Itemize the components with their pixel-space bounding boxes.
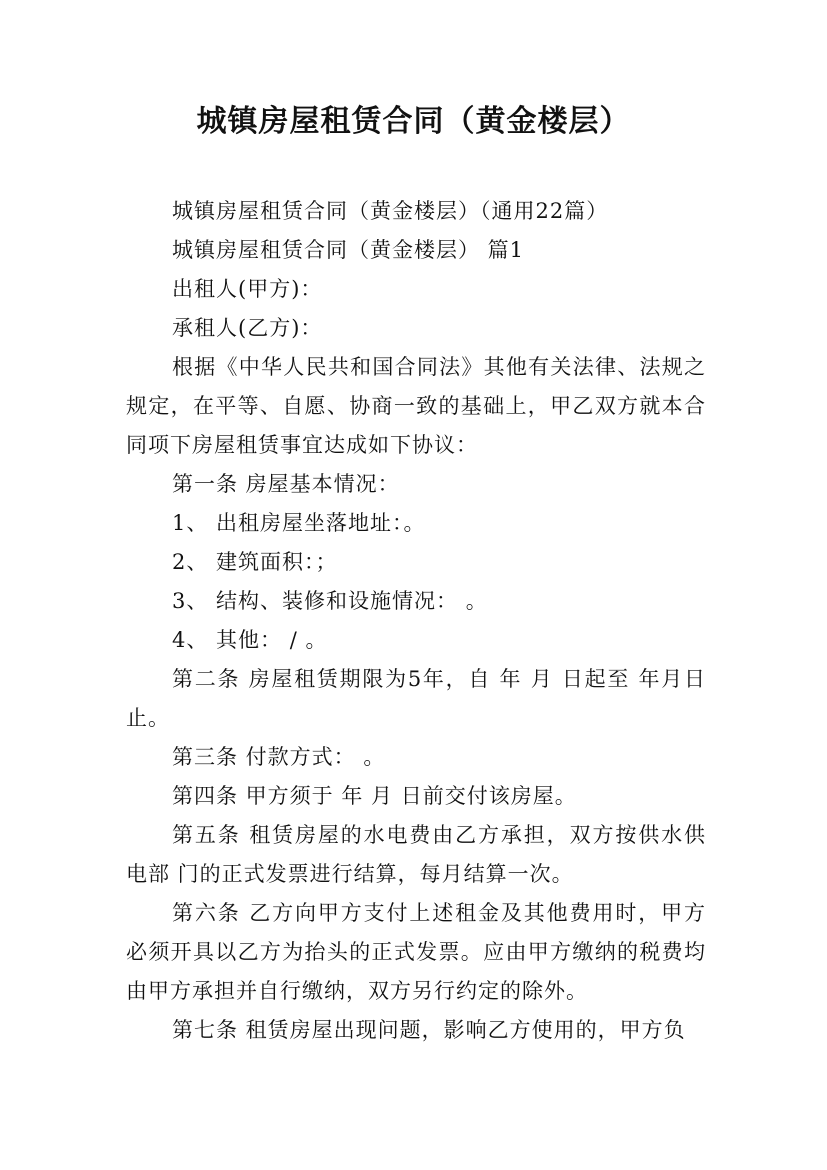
article-3-paragraph: 第三条 付款方式： 。 (172, 745, 386, 769)
article-1-item-1: 1、 出租房屋坐落地址：。 (172, 511, 426, 535)
article-1-item-4: 4、 其他： / 。 (172, 628, 328, 652)
article-6-paragraph: 第六条 乙方向甲方支付上述租金及其他费用时，甲方必须开具以乙方为抬头的正式发票。应由甲方缴纳的税费均由甲方承担并自行缴纳，双方另行约定的除外。 (126, 901, 706, 1003)
article-2-paragraph: 第二条 房屋租赁期限为5年，自 年 月 日起至 年月日止。 (126, 667, 706, 730)
preamble-paragraph: 根据《中华人民共和国合同法》其他有关法律、法规之规定，在平等、自愿、协商一致的基础上，甲乙双方就本合同项下房屋租赁事宜达成如下协议： (126, 355, 706, 457)
document-body (126, 192, 706, 1050)
lessor-line: 出租人(甲方)： (172, 277, 323, 301)
article-1-item-2: 2、 建筑面积：； (172, 550, 338, 574)
article-1-item-3: 3、 结构、装修和设施情况： 。 (172, 589, 488, 613)
article-1-heading: 第一条 房屋基本情况： (172, 472, 400, 496)
section-heading: 城镇房屋租赁合同（黄金楼层） 篇1 (172, 238, 525, 262)
article-5-paragraph: 第五条 租赁房屋的水电费由乙方承担，双方按供水供电部 门的正式发票进行结算，每月结算一次。 (126, 823, 706, 886)
article-4-paragraph: 第四条 甲方须于 年 月 日前交付该房屋。 (172, 784, 577, 808)
article-7-paragraph: 第七条 租赁房屋出现问题，影响乙方使用的，甲方负 (172, 1018, 686, 1042)
document-title: 城镇房屋租赁合同（黄金楼层） (196, 104, 631, 139)
document-subtitle: 城镇房屋租赁合同（黄金楼层）（通用22篇） (172, 199, 609, 223)
lessee-line: 承租人(乙方)： (172, 316, 323, 340)
